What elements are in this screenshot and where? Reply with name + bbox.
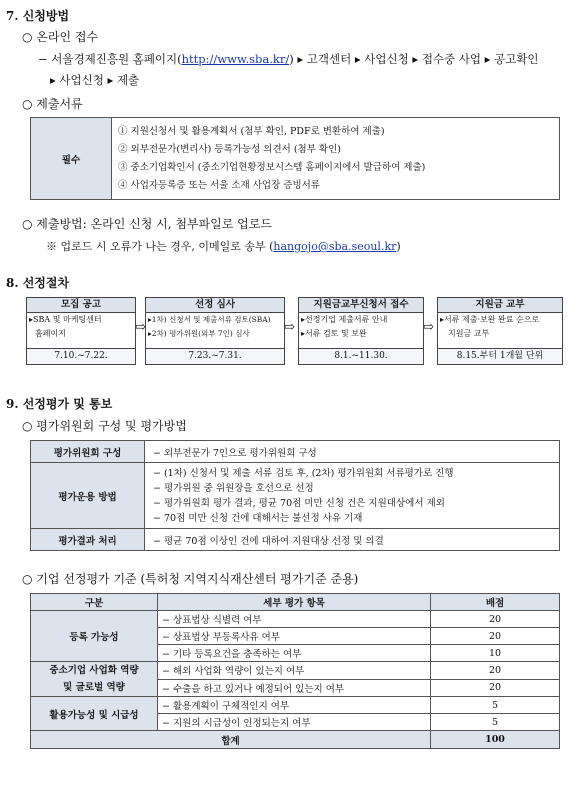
method-item: − (1차) 신청서 및 제출 서류 검토 후, (2차) 평가위원회 서류평가로 진행: [153, 467, 454, 479]
committee-row-label: 평가위원회 구성: [31, 441, 145, 463]
criteria-header: 배점: [431, 594, 560, 611]
path-prefix: − 서울경제진흥원 홈페이지(: [38, 52, 182, 66]
criteria-item: − 해외 사업화 역량이 있는지 여부: [158, 662, 431, 680]
step-title: 모집 공고: [27, 298, 135, 313]
criteria-score: 20: [431, 628, 560, 645]
documents-list: [112, 118, 560, 200]
section-8-title: 8. 선정절차: [6, 276, 70, 290]
documents-required-heading: 필수: [31, 118, 112, 200]
step-detail: ▸서류 검토 및 보완: [301, 329, 367, 338]
process-step-1: [26, 297, 136, 365]
email-link[interactable]: hangojo@sba.seoul.kr: [273, 240, 397, 253]
criteria-total-score: 100: [431, 731, 560, 749]
committee-row-label: 평가결과 처리: [31, 529, 145, 551]
step-detail: 지원금 교부: [448, 329, 490, 338]
criteria-score: 5: [431, 697, 560, 714]
criteria-category: 활용가능성 및 시급성: [31, 697, 158, 731]
step-date: 7.23.~7.31.: [146, 348, 284, 364]
documents-table: [30, 117, 560, 200]
upload-error-note: [46, 238, 401, 254]
document-item: ② 외부전문가(변리사) 등록가능성 의견서 (첨부 확인): [118, 143, 341, 155]
criteria-header: 구분: [31, 594, 158, 611]
step-date: 7.10.~7.22.: [27, 348, 135, 364]
step-detail: ▸SBA 및 마케팅센터: [29, 315, 102, 324]
criteria-score: 20: [431, 611, 560, 628]
section-9-title: 9. 선정평가 및 통보: [6, 397, 113, 411]
criteria-total-label: 합계: [31, 731, 431, 749]
note-prefix: ※ 업로드 시 오류가 나는 경우, 이메일로 송부 (: [46, 240, 274, 253]
step-date: 8.1.~11.30.: [299, 348, 423, 364]
application-path: [38, 51, 539, 67]
application-path-line2: ▸ 사업신청 ▸ 제출: [50, 73, 140, 87]
committee-table: [30, 440, 560, 551]
step-detail: 홈페이지: [35, 329, 66, 338]
criteria-header: 세부 평가 항목: [158, 594, 431, 611]
step-detail: ▸선정기업 제출서류 안내: [301, 315, 388, 324]
criteria-score: 20: [431, 679, 560, 697]
step-detail: ▸서류 제출·보완 완료 순으로: [440, 315, 540, 324]
submission-method: ○ 제출방법: 온라인 신청 시, 첨부파일로 업로드: [22, 217, 272, 231]
online-application-label: ○ 온라인 접수: [22, 30, 99, 44]
method-item: − 70점 미만 신청 건에 대해서는 불선정 사유 기재: [153, 512, 363, 524]
committee-row-label: 평가운용 방법: [31, 463, 145, 529]
step-detail: ▸2차) 평가위원(외부 7인) 심사: [148, 329, 250, 338]
step-date: 8.15.부터 1개월 단위: [438, 348, 562, 364]
section-7-title: 7. 신청방법: [6, 9, 70, 23]
committee-row-content: [145, 463, 560, 529]
criteria-score: 5: [431, 714, 560, 731]
criteria-category: 중소기업 사업화 역량 및 글로벌 역량: [31, 662, 158, 697]
criteria-table: [30, 593, 560, 749]
document-item: ① 지원신청서 및 활용계획서 (첨부 확인, PDF로 변환하여 제출): [118, 125, 385, 137]
criteria-item: − 기타 등록요건을 충족하는 여부: [158, 645, 431, 662]
criteria-label: ○ 기업 선정평가 기준 (특허청 지역지식재산센터 평가기준 준용): [22, 572, 359, 586]
step-detail: ▸1차) 신청서 및 제출서류 검토(SBA): [148, 315, 271, 324]
step-arrow-icon: ⇨: [423, 320, 434, 335]
step-title: 지원금교부신청서 접수: [299, 298, 423, 313]
method-item: − 평가위원회 평가 결과, 평균 70점 미만 신청 건은 지원대상에서 제외: [153, 497, 445, 509]
criteria-item: − 지원의 시급성이 인정되는지 여부: [158, 714, 431, 731]
step-title: 지원금 교부: [438, 298, 562, 313]
step-title: 선정 심사: [146, 298, 284, 313]
path-rest: ) ▸ 고객센터 ▸ 사업신청 ▸ 접수중 사업 ▸ 공고확인: [289, 52, 539, 66]
committee-row-content: − 평균 70점 이상인 건에 대하여 지원대상 선정 및 의결: [145, 529, 560, 551]
committee-row-content: − 외부전문가 7인으로 평가위원회 구성: [145, 441, 560, 463]
process-step-3: [298, 297, 424, 365]
method-item: − 평가위원 중 위원장을 호선으로 선정: [153, 482, 314, 494]
process-step-2: [145, 297, 285, 365]
criteria-item: − 활용계획이 구체적인지 여부: [158, 697, 431, 714]
process-step-4: [437, 297, 563, 365]
criteria-item: − 상표법상 식별력 여부: [158, 611, 431, 628]
step-arrow-icon: ⇨: [135, 320, 146, 335]
criteria-item: − 상표법상 부등록사유 여부: [158, 628, 431, 645]
committee-label: ○ 평가위원회 구성 및 평가방법: [22, 419, 187, 433]
document-item: ④ 사업자등록증 또는 서울 소재 사업장 증빙서류: [118, 179, 320, 191]
criteria-category: 등록 가능성: [31, 611, 158, 662]
criteria-score: 20: [431, 662, 560, 680]
document-item: ③ 중소기업확인서 (중소기업현황정보시스템 홈페이지에서 발급하여 제출): [118, 161, 426, 173]
criteria-item: − 수출을 하고 있거나 예정되어 있는지 여부: [158, 679, 431, 697]
required-documents-label: ○ 제출서류: [22, 97, 83, 111]
step-arrow-icon: ⇨: [284, 320, 295, 335]
criteria-score: 10: [431, 645, 560, 662]
note-suffix: ): [396, 240, 401, 253]
sba-homepage-link[interactable]: http://www.sba.kr/: [181, 52, 290, 66]
